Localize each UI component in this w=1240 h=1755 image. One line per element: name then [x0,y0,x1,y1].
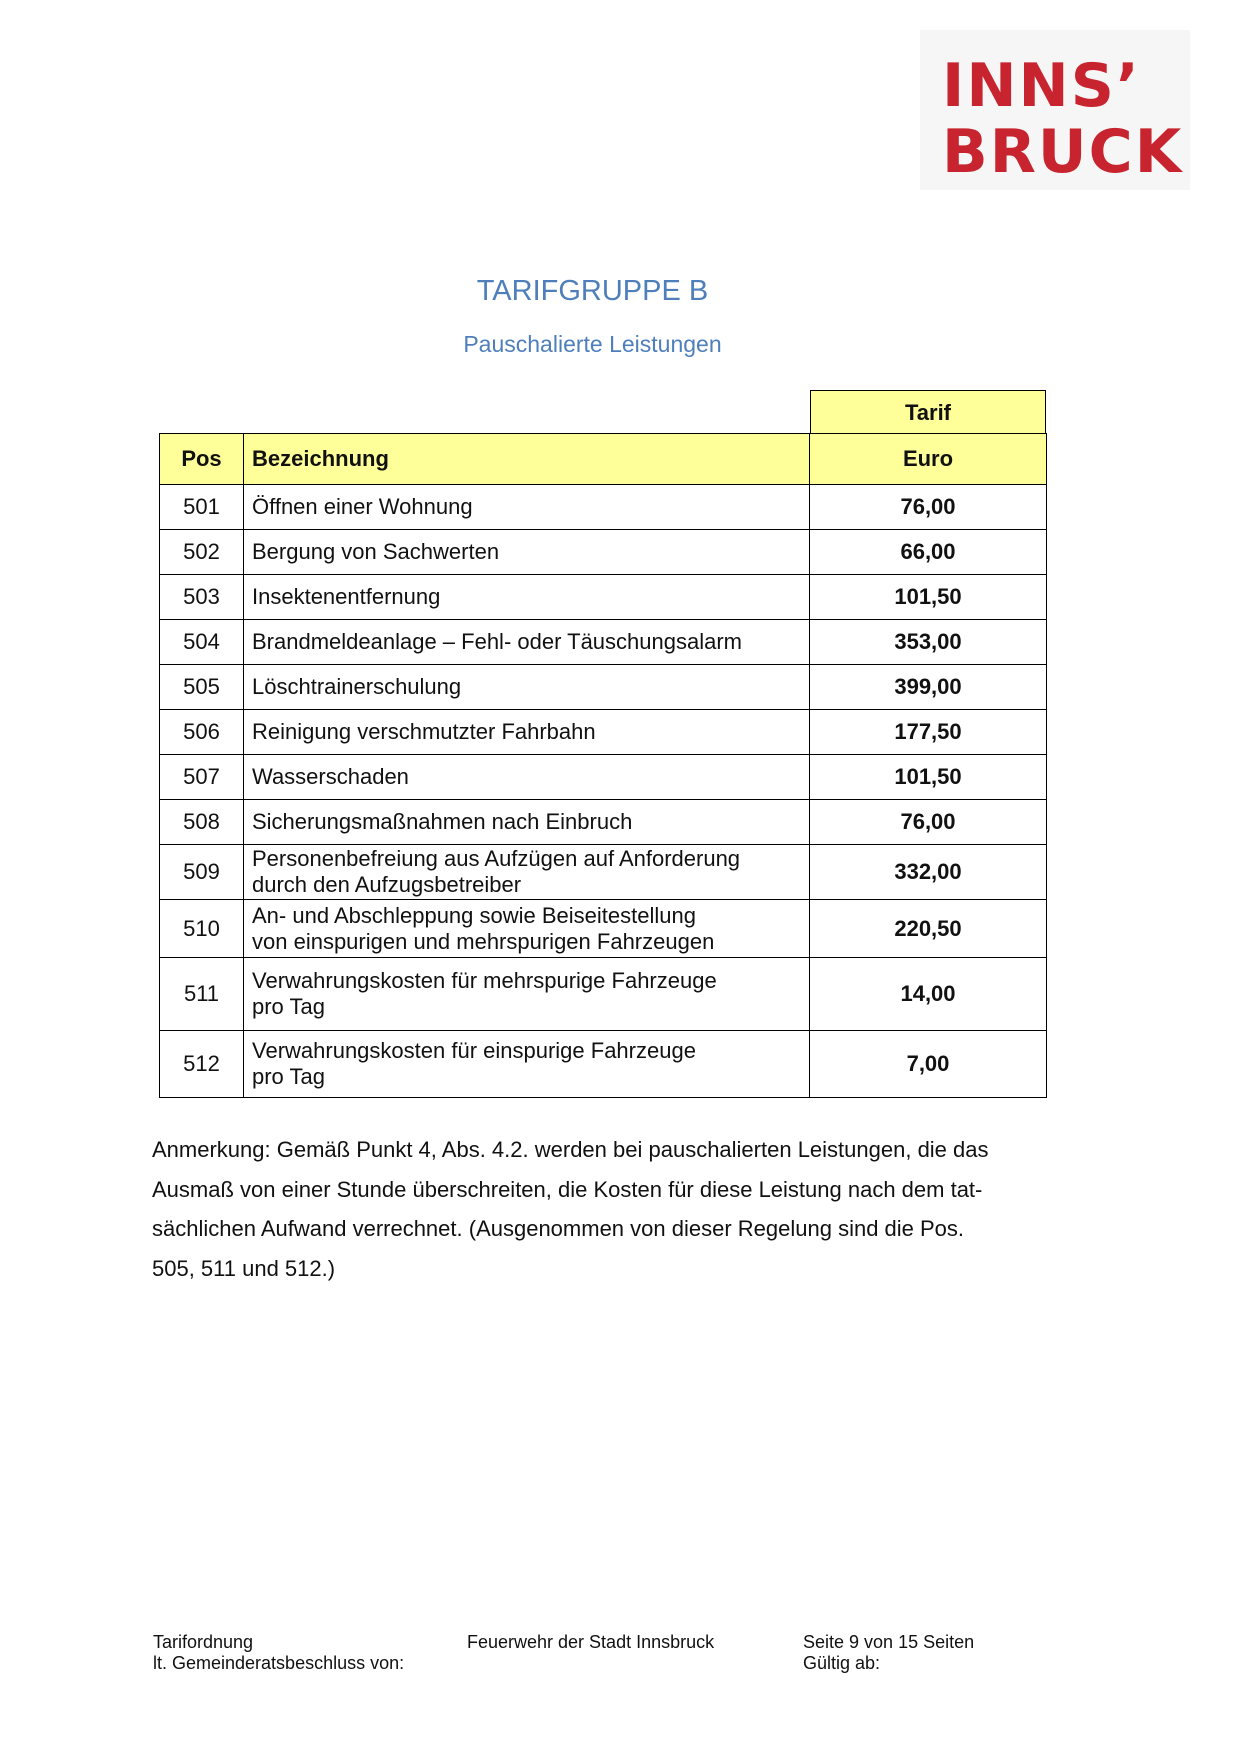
remark-line: sächlichen Aufwand verrechnet. (Ausgenommen von dieser Regelung sind die Pos. [152,1216,965,1241]
table-row [160,800,1047,845]
row-pos: 507 [160,755,244,800]
footer-right [803,1632,974,1674]
footer-left [153,1632,404,1674]
row-description: Bergung von Sachwerten [244,530,810,575]
row-amount: 399,00 [810,665,1047,710]
footer-document-name: Tarifordnung [153,1632,254,1652]
table-header-row [160,434,1047,485]
row-description: Löschtrainerschulung [244,665,810,710]
footer-center [467,1632,714,1653]
table-row [160,710,1047,755]
table-row [160,1031,1047,1098]
row-pos: 501 [160,485,244,530]
row-pos: 510 [160,900,244,958]
row-description: Sicherungsmaßnahmen nach Einbruch [244,800,810,845]
table-row [160,530,1047,575]
footer-organization: Feuerwehr der Stadt Innsbruck [467,1632,715,1652]
page-title: TARIFGRUPPE B [476,275,709,307]
row-amount: 332,00 [810,845,1047,900]
row-description: Verwahrungskosten für einspurige Fahrzeuge pro Tag [244,1031,810,1098]
table-row [160,900,1047,958]
column-header-euro: Euro [810,434,1047,485]
row-pos: 502 [160,530,244,575]
table-row [160,575,1047,620]
row-pos: 509 [160,845,244,900]
innsbruck-logo [920,30,1190,190]
row-description: Insektenentfernung [244,575,810,620]
row-pos: 512 [160,1031,244,1098]
footer-valid-from: Gültig ab: [803,1653,881,1673]
remark-paragraph [152,1130,1032,1288]
row-amount: 76,00 [810,485,1047,530]
row-pos: 503 [160,575,244,620]
row-amount: 14,00 [810,958,1047,1031]
table-row [160,958,1047,1031]
row-description: Personenbefreiung aus Aufzügen auf Anforderung durch den Aufzugsbetreiber [244,845,810,900]
row-description: Verwahrungskosten für mehrspurige Fahrzeuge pro Tag [244,958,810,1031]
table-row [160,485,1047,530]
tariff-table [159,433,1047,1098]
row-amount: 76,00 [810,800,1047,845]
table-row [160,665,1047,710]
logo-line-1: INNS’ [942,51,1141,121]
row-pos: 504 [160,620,244,665]
table-row [160,755,1047,800]
row-pos: 511 [160,958,244,1031]
row-amount: 353,00 [810,620,1047,665]
row-pos: 506 [160,710,244,755]
row-amount: 7,00 [810,1031,1047,1098]
row-amount: 101,50 [810,755,1047,800]
row-amount: 101,50 [810,575,1047,620]
row-description: An- und Abschleppung sowie Beiseitestellung von einspurigen und mehrspurigen Fahrzeugen [244,900,810,958]
table-row [160,620,1047,665]
remark-line: 505, 511 und 512.) [152,1255,336,1281]
row-amount: 66,00 [810,530,1047,575]
row-description: Reinigung verschmutzter Fahrbahn [244,710,810,755]
row-description: Wasserschaden [244,755,810,800]
table-row [160,845,1047,900]
logo-line-2: BRUCK [942,117,1184,187]
remark-line: Anmerkung: Gemäß Punkt 4, Abs. 4.2. werden bei pauschalierten Leistungen, die das [152,1137,989,1162]
footer-page-number: Seite 9 von 15 Seiten [803,1632,975,1652]
column-header-pos: Pos [160,434,244,485]
footer-resolution: lt. Gemeinderatsbeschluss von: [153,1653,405,1673]
remark-line: Ausmaß von einer Stunde überschreiten, die Kosten für diese Leistung nach dem tat- [152,1176,983,1202]
row-description: Brandmeldeanlage – Fehl- oder Täuschungsalarm [244,620,810,665]
row-description: Öffnen einer Wohnung [244,485,810,530]
column-header-bezeichnung: Bezeichnung [244,434,810,485]
row-pos: 508 [160,800,244,845]
page-subtitle: Pauschalierte Leistungen [463,331,722,357]
tarif-header-cell: Tarif [810,390,1046,433]
row-amount: 220,50 [810,900,1047,958]
row-pos: 505 [160,665,244,710]
row-amount: 177,50 [810,710,1047,755]
